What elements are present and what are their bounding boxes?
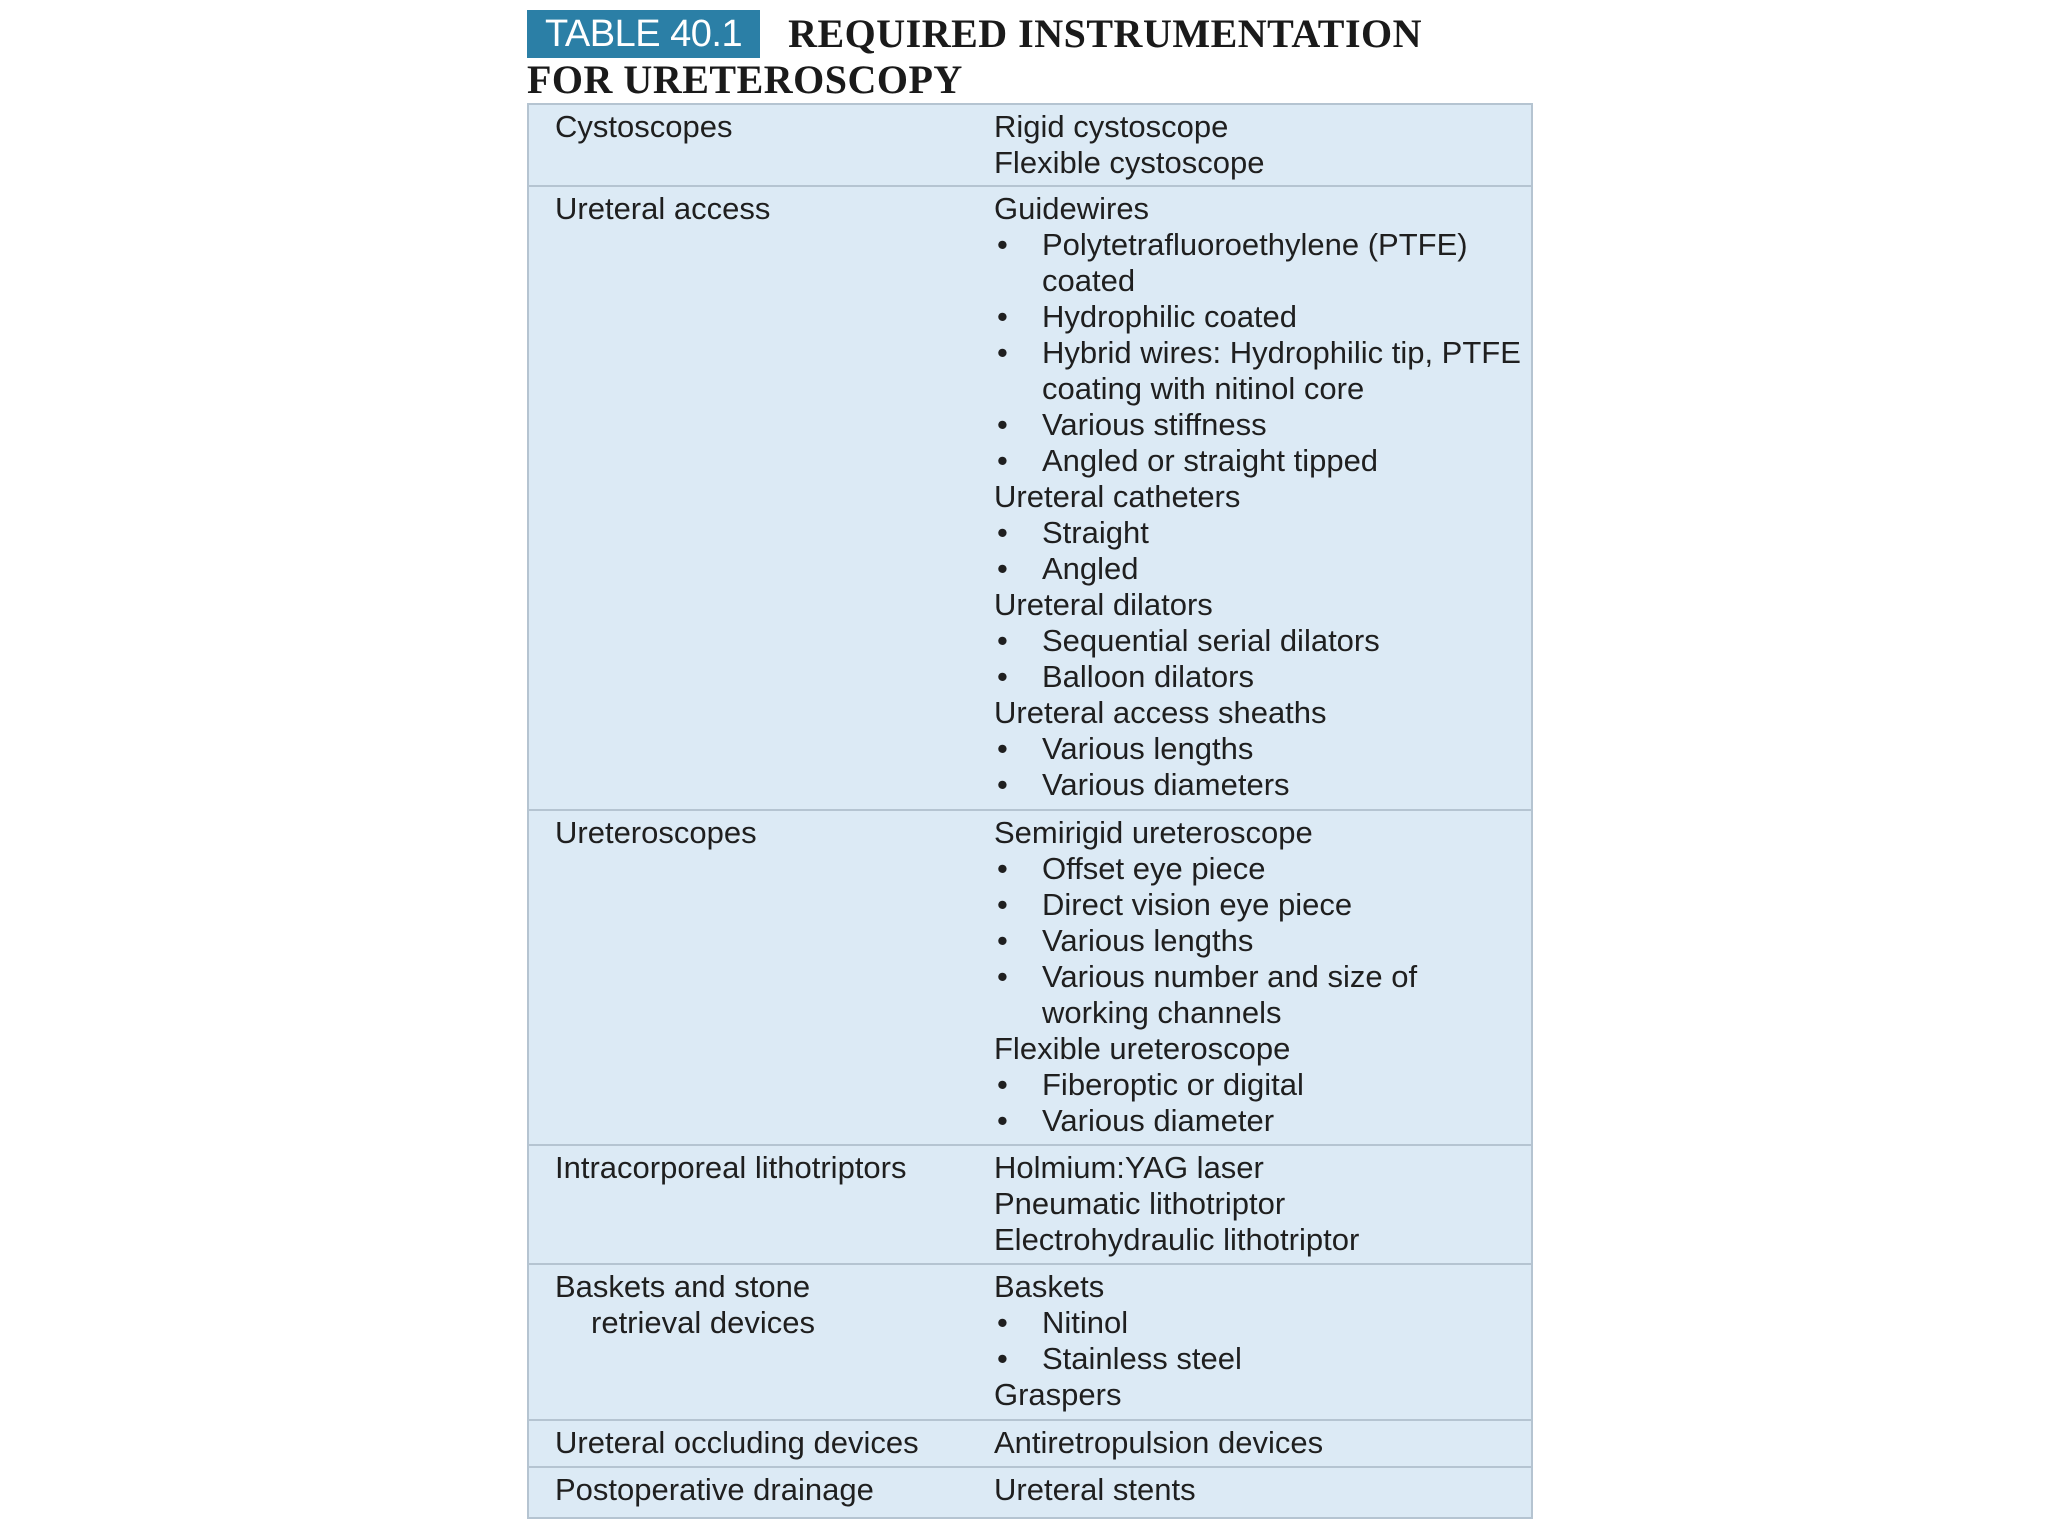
row-category: Ureteral occluding devices <box>555 1425 919 1460</box>
row-items <box>994 191 1524 803</box>
row-category-continued: retrieval devices <box>591 1305 815 1340</box>
row-items <box>994 1269 1524 1413</box>
item-heading: Semirigid ureteroscope <box>994 815 1313 850</box>
title-line-1 <box>527 10 1537 58</box>
bullet-item: • Fiberoptic or digital <box>994 1067 1524 1103</box>
bullet-item: • Hydrophilic coated <box>994 299 1524 335</box>
bullet-item: • Various lengths <box>994 731 1524 767</box>
instrumentation-table <box>527 103 1533 1519</box>
row-category: Postoperative drainage <box>555 1472 874 1507</box>
item-heading: Flexible ureteroscope <box>994 1031 1291 1066</box>
bullet-item: • Straight <box>994 515 1524 551</box>
bullet-item: • Angled or straight tipped <box>994 443 1524 479</box>
bullet-item: • Sequential serial dilators <box>994 623 1524 659</box>
bullet-item: • Various stiffness <box>994 407 1524 443</box>
table-title-continued: FOR URETEROSCOPY <box>527 57 963 102</box>
item-line: Flexible cystoscope <box>994 145 1265 180</box>
bullet-item: • Various diameter <box>994 1103 1524 1139</box>
item-line: Rigid cystoscope <box>994 109 1229 144</box>
bullet-item: • Various diameters <box>994 767 1524 803</box>
bullet-item: • Nitinol <box>994 1305 1524 1341</box>
bullet-item: • Hybrid wires: Hydrophilic tip, PTFE coating with nitinol core <box>994 335 1524 407</box>
table-row-intracorporeal-lithotriptors <box>529 1146 1531 1265</box>
item-line: Ureteral stents <box>994 1472 1196 1507</box>
bullet-item: • Polytetrafluoroethylene (PTFE) coated <box>994 227 1524 299</box>
item-heading: Ureteral access sheaths <box>994 695 1327 730</box>
row-category: Cystoscopes <box>555 109 733 144</box>
table-number-badge: TABLE 40.1 <box>527 10 760 58</box>
row-category: Ureteral access <box>555 191 771 226</box>
bullet-item: • Stainless steel <box>994 1341 1524 1377</box>
row-items <box>994 1150 1524 1258</box>
row-items <box>994 1472 1524 1508</box>
row-items <box>994 1425 1524 1461</box>
item-heading: Baskets <box>994 1269 1105 1304</box>
item-line: Antiretropulsion devices <box>994 1425 1324 1460</box>
row-category-line: Baskets and stone <box>555 1269 811 1304</box>
item-line: Electrohydraulic lithotriptor <box>994 1222 1360 1257</box>
item-line: Holmium:YAG laser <box>994 1150 1264 1185</box>
bullet-item: • Direct vision eye piece <box>994 887 1524 923</box>
bullet-item: • Various number and size of working channels <box>994 959 1524 1031</box>
table-row-baskets <box>529 1265 1531 1421</box>
row-category <box>555 1269 975 1341</box>
item-heading: Ureteral dilators <box>994 587 1213 622</box>
bullet-item: • Various lengths <box>994 923 1524 959</box>
table-row-ureteroscopes <box>529 811 1531 1146</box>
table-header <box>527 10 1537 102</box>
table-title: REQUIRED INSTRUMENTATION <box>788 11 1423 56</box>
item-line: Pneumatic lithotriptor <box>994 1186 1286 1221</box>
item-heading: Graspers <box>994 1377 1122 1412</box>
table-row-ureteral-access <box>529 187 1531 811</box>
item-heading: Guidewires <box>994 191 1150 226</box>
table-row-ureteral-occluding-devices <box>529 1421 1531 1468</box>
row-items <box>994 815 1524 1139</box>
table-row-postoperative-drainage <box>529 1468 1531 1517</box>
row-category: Intracorporeal lithotriptors <box>555 1150 907 1185</box>
row-category: Ureteroscopes <box>555 815 757 850</box>
table-row-cystoscopes <box>529 105 1531 187</box>
bullet-item: • Balloon dilators <box>994 659 1524 695</box>
bullet-item: • Offset eye piece <box>994 851 1524 887</box>
row-items <box>994 109 1524 181</box>
item-heading: Ureteral catheters <box>994 479 1241 514</box>
bullet-item: • Angled <box>994 551 1524 587</box>
